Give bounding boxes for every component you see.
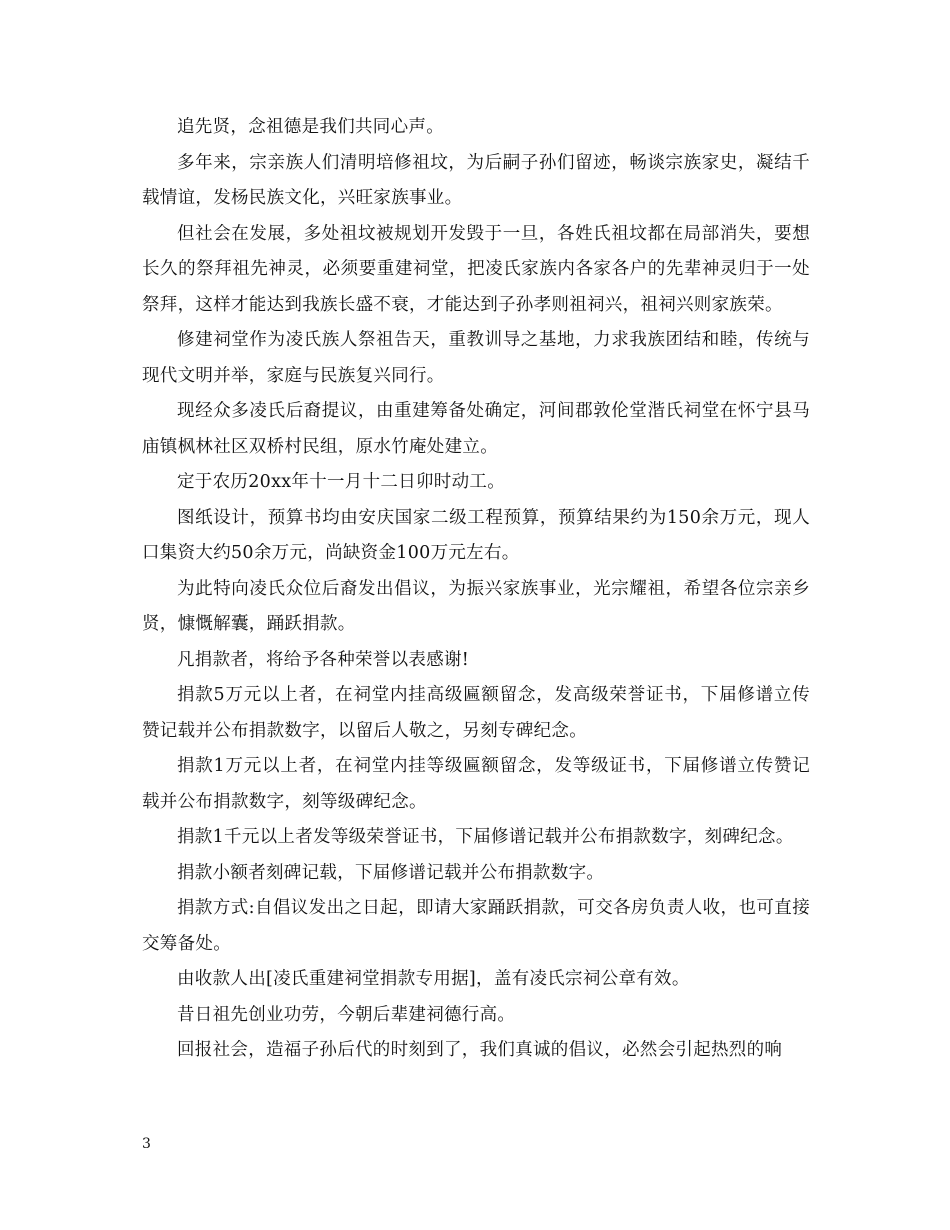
paragraph: 由收款人出[凌氏重建祠堂捐款专用据]，盖有凌氏宗祠公章有效。 xyxy=(177,969,690,989)
paragraph: 捐款方式:自倡议发出之日起，即请大家踊跃捐款，可交各房负责人收，也可直接交筹备处。 xyxy=(142,898,810,954)
page-number: 3 xyxy=(142,1136,151,1152)
paragraph: 多年来，宗亲族人们清明培修祖坟，为后嗣子孙们留迹，畅谈宗族家史，凝结千载情谊，发杨民族文化，兴旺家族事业。 xyxy=(142,152,810,208)
paragraph: 定于农历20xx年十一月十二日卯时动工。 xyxy=(177,472,506,492)
paragraph: 现经众多凌氏后裔提议，由重建筹备处确定，河间郡敦伦堂湝氏祠堂在怀宁县马庙镇枫林社区双桥村民组，原水竹庵处建立。 xyxy=(142,401,810,457)
paragraph: 捐款5万元以上者，在祠堂内挂高级匾额留念，发高级荣誉证书，下届修谱立传赞记载并公布捐款数字，以留后人敬之，另刻专碑纪念。 xyxy=(142,685,810,741)
paragraph: 捐款1万元以上者，在祠堂内挂等级匾额留念，发等级证书，下届修谱立传赞记载并公布捐款数字，刻等级碑纪念。 xyxy=(142,756,810,812)
paragraph: 捐款小额者刻碑记载，下届修谱记载并公布捐款数字。 xyxy=(177,862,605,883)
paragraph: 凡捐款者，将给予各种荣誉以表感谢! xyxy=(177,649,470,670)
paragraph: 昔日祖先创业功劳，今朝后辈建祠德行高。 xyxy=(177,1004,516,1025)
paragraph: 捐款1千元以上者发等级荣誉证书，下届修谱记载并公布捐款数字，刻碑纪念。 xyxy=(177,827,794,847)
paragraph: 为此特向凌氏众位后裔发出倡议，为振兴家族事业，光宗耀祖，希望各位宗亲乡贤，慷慨解囊，踊跃捐款。 xyxy=(142,578,810,634)
paragraph: 追先贤，念祖德是我们共同心声。 xyxy=(177,117,444,137)
paragraph: 图纸设计，预算书均由安庆国家二级工程预算，预算结果约为150余万元，现人口集资大约50余万元，尚缺资金100万元左右。 xyxy=(142,507,810,563)
paragraph: 回报社会，造福子孙后代的时刻到了，我们真诚的倡议，必然会引起热烈的响 xyxy=(177,1040,783,1060)
paragraph: 但社会在发展，多处祖坟被规划开发毁于一旦，各姓氏祖坟都在局部消失，要想长久的祭拜祖先神灵，必须要重建祠堂，把凌氏家族内各家各户的先辈神灵归于一处祭拜，这样才能达到我族长盛不衰，才能达到子孙孝则祖祠兴，祖祠兴则家族荣。 xyxy=(142,223,810,315)
body-text xyxy=(142,110,810,1069)
paragraph: 修建祠堂作为凌氏族人祭祖告天，重教训导之基地，力求我族团结和睦，传统与现代文明并举，家庭与民族复兴同行。 xyxy=(142,330,810,386)
